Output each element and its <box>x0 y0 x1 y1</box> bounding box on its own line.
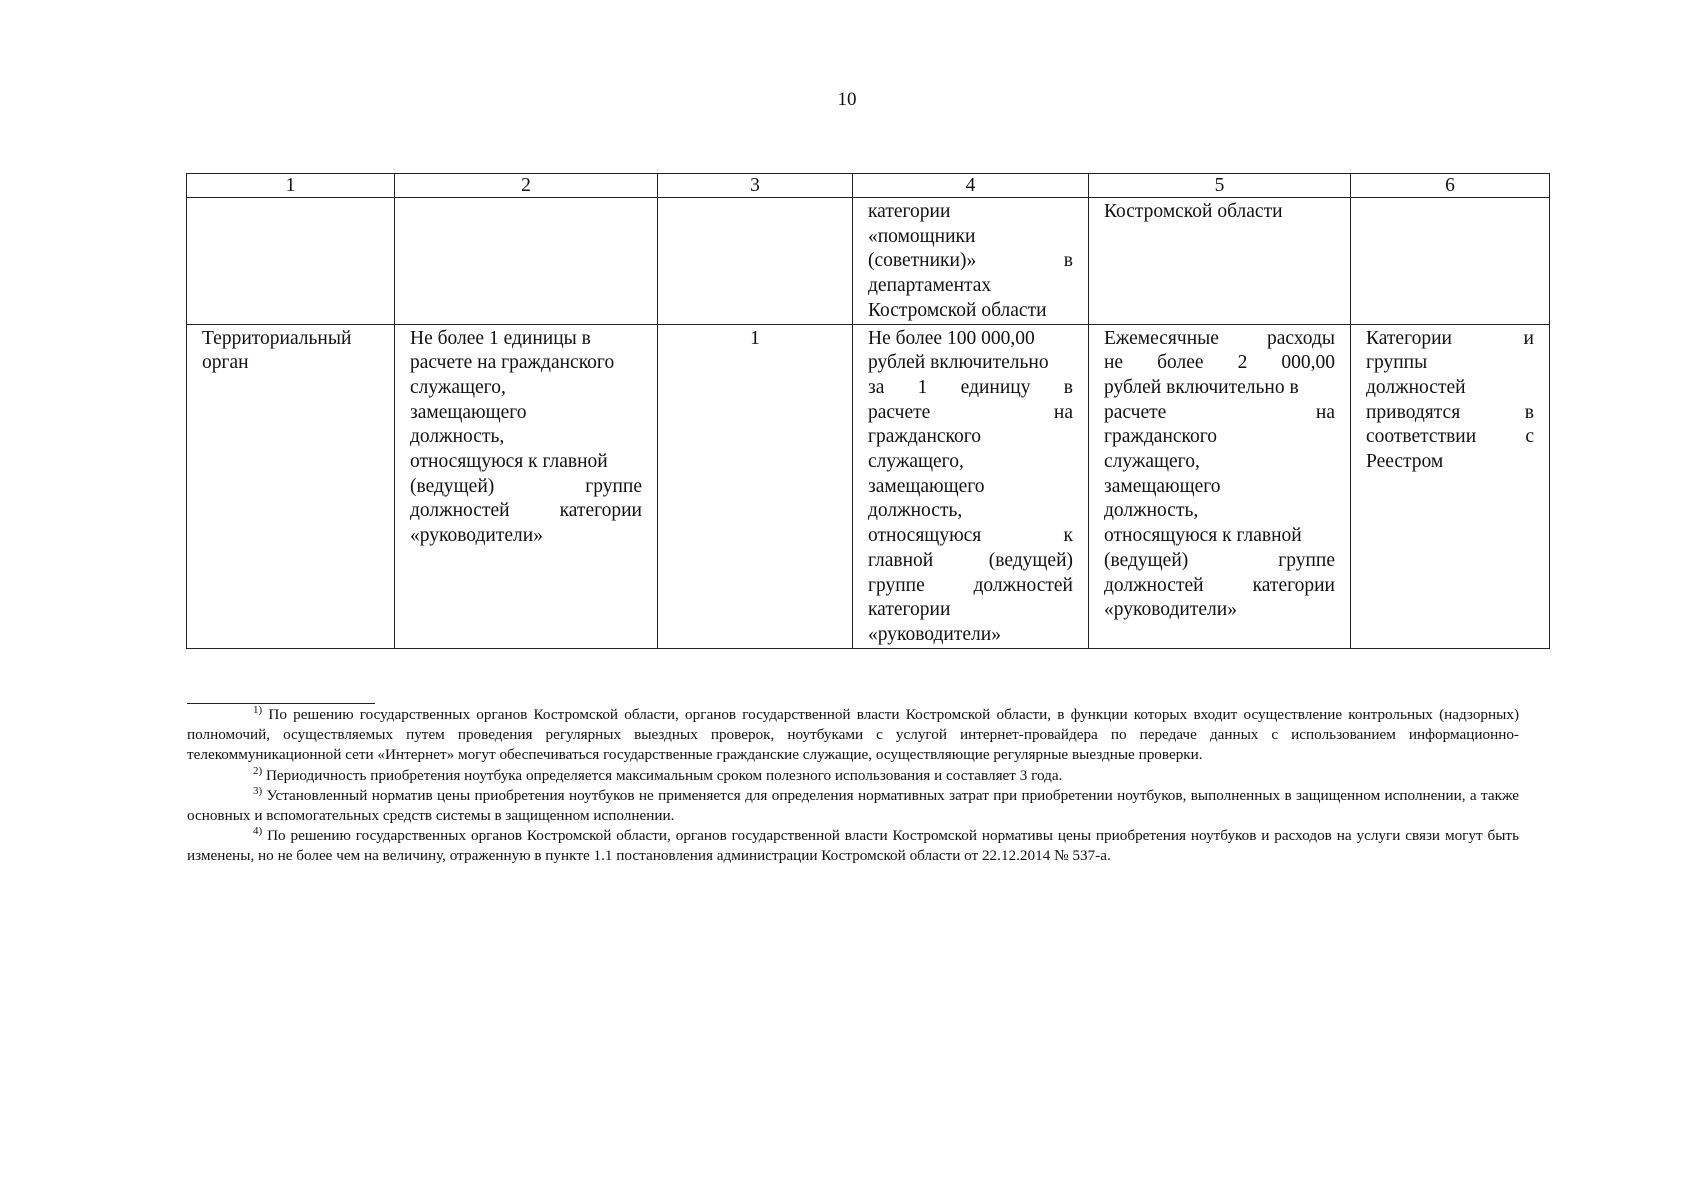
cell-line: орган <box>202 352 249 374</box>
cell-line: должность, <box>868 500 963 522</box>
cell-line: служащего, <box>868 451 964 473</box>
cell-line: Не более 100 000,00 <box>868 327 1035 349</box>
cell-line: замещающего <box>868 475 985 497</box>
footnote-text: Установленный норматив цены приобретения ноутбуков не применяется для определения нормативных затрат при приобретении ноутбуков, выполненных в защищенном исполнении, а также основных и вспомогательных средств системы в защищенном исполнении. <box>187 786 1520 825</box>
column-header-2: 2 <box>395 174 658 198</box>
footnote-4 <box>187 826 1519 866</box>
cell-line: Территориальный <box>202 327 352 349</box>
footnote-text: По решению государственных органов Костромской области, органов государственной власти Костромской области, в функции которых входит осуществление контрольных (надзорных) полномочий, осуществляемых путем проведения регулярных выездных проверок, ноутбуками с услугой интернет-провайдера по передаче данных с использованием информационно-телекоммуникационной сети «Интернет» могут обеспечиваться государственные гражданские служащие, осуществляющие регулярные выездные проверки. <box>187 706 1520 764</box>
cell-line: гражданского <box>1104 426 1218 448</box>
footnote-1 <box>187 705 1519 766</box>
row1-col3-cell <box>658 198 853 325</box>
cell-line: рублей включительно <box>868 352 1049 374</box>
cell-line: за 1 единицу в <box>868 376 1073 398</box>
footnote-separator <box>187 703 375 704</box>
cell-line: «руководители» <box>410 525 543 547</box>
cell-line: главной (ведущей) <box>868 549 1073 571</box>
row1-col2-cell <box>395 198 658 325</box>
column-header-5: 5 <box>1089 174 1351 198</box>
cell-line: «руководители» <box>1104 599 1237 621</box>
cell-line: Не более 1 единицы в <box>410 327 591 349</box>
cell-line: расчете на <box>1104 401 1335 423</box>
cell-line: относящуюся к главной <box>1104 525 1302 547</box>
cell-line: соответствии с <box>1366 426 1534 448</box>
cell-line: «помощники <box>868 225 976 247</box>
footnote-marker: 4) <box>253 825 263 838</box>
row1-col5-cell: Костромской области <box>1089 198 1351 325</box>
row2-col5-cell <box>1089 324 1351 648</box>
row1-col4-cell <box>853 198 1089 325</box>
footnote-3 <box>187 786 1519 826</box>
footnote-text: Периодичность приобретения ноутбука определяется максимальным сроком полезного использования и составляет 3 года. <box>265 766 1063 784</box>
cell-line: относящуюся к <box>868 525 1073 547</box>
footnote-text: По решению государственных органов Костромской области, органов государственной власти Костромской нормативы цены приобретения ноутбуков и расходов на услуги связи могут быть изменены, но не более чем на величину, отраженную в пункте 1.1 постановления администрации Костромской области от 22.12.2014 № 537-а. <box>187 827 1519 865</box>
footnote-2 <box>187 766 1519 786</box>
cell-line: должность, <box>1104 500 1199 522</box>
cell-line: не более 2 000,00 <box>1104 352 1335 374</box>
cell-line: Категории и <box>1366 327 1534 349</box>
column-header-4: 4 <box>853 174 1089 198</box>
row1-col6-cell <box>1351 198 1550 325</box>
cell-line: служащего, <box>1104 451 1200 473</box>
cell-line: Ежемесячные расходы <box>1104 327 1335 349</box>
cell-line: (ведущей) группе <box>410 475 642 497</box>
row1-col1-cell <box>187 198 395 325</box>
footnote-marker: 3) <box>253 784 263 797</box>
row2-col1-cell <box>187 324 395 648</box>
cell-line: категории <box>868 201 951 222</box>
table-row <box>187 324 1550 648</box>
column-header-1: 1 <box>187 174 395 198</box>
cell-line: рублей включительно в <box>1104 376 1299 398</box>
row2-col4-cell <box>853 324 1089 648</box>
footnote-marker: 2) <box>253 764 263 777</box>
cell-line: Реестром <box>1366 451 1444 473</box>
page-number: 10 <box>837 89 857 110</box>
cell-line: категории <box>868 599 951 621</box>
cell-line: (ведущей) группе <box>1104 549 1335 571</box>
cell-line: гражданского <box>868 426 982 448</box>
cell-line: замещающего <box>410 401 527 423</box>
cell-line: Костромской области <box>868 299 1047 321</box>
cell-line: должностей <box>1366 376 1466 398</box>
cell-line: «руководители» <box>868 623 1001 645</box>
column-header-6: 6 <box>1351 174 1550 198</box>
cell-line: должность, <box>410 426 505 448</box>
table-header-row <box>187 174 1550 198</box>
cell-line: приводятся в <box>1366 401 1534 423</box>
column-header-3: 3 <box>658 174 853 198</box>
row2-col2-cell <box>395 324 658 648</box>
footnotes <box>187 705 1519 867</box>
row2-col6-cell <box>1351 324 1550 648</box>
cell-line: расчете на <box>868 401 1073 423</box>
cell-line: должностей категории <box>1104 574 1335 596</box>
cell-line: служащего, <box>410 376 506 398</box>
row2-col3-cell: 1 <box>658 324 853 648</box>
cell-line: департаментах <box>868 275 992 297</box>
table-row <box>187 198 1550 325</box>
norms-table <box>186 173 1550 649</box>
cell-line: должностей категории <box>410 500 642 522</box>
cell-line: замещающего <box>1104 475 1221 497</box>
cell-line: расчете на гражданского <box>410 352 615 374</box>
cell-line: группы <box>1366 352 1428 374</box>
cell-line: (советники)» в <box>868 250 1073 272</box>
footnote-marker: 1) <box>253 704 263 716</box>
cell-line: относящуюся к главной <box>410 451 608 473</box>
cell-line: группе должностей <box>868 574 1073 596</box>
